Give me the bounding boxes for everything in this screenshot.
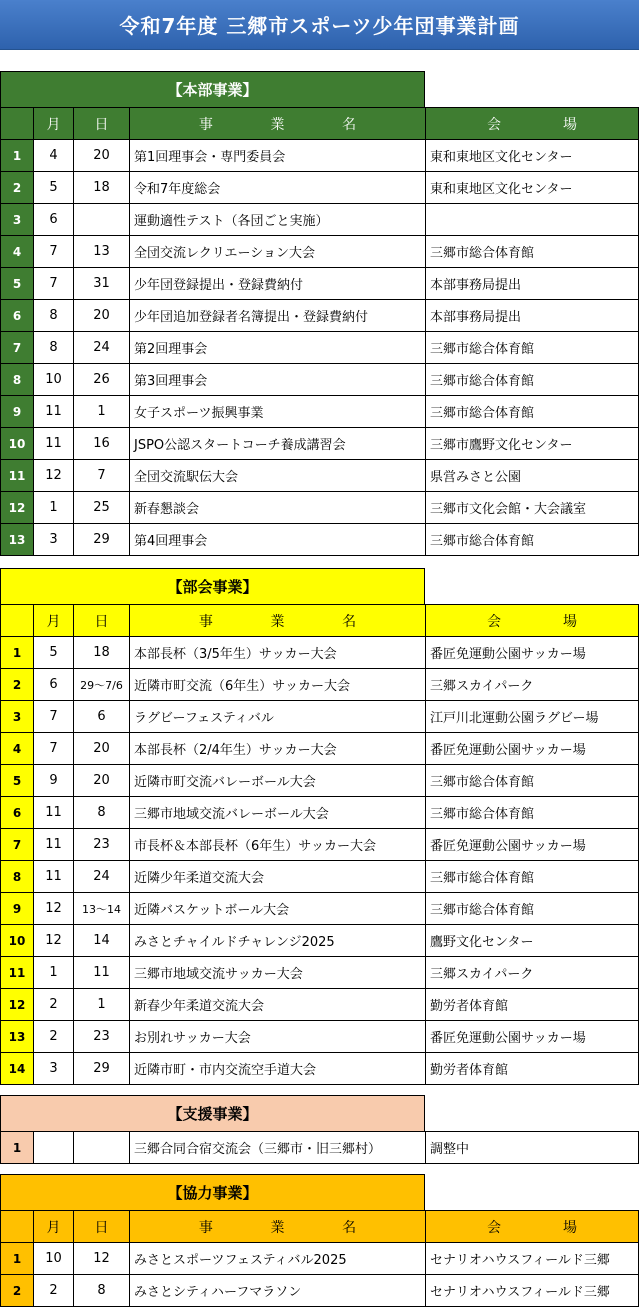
row-venue: 三郷市総合体育館 — [426, 332, 639, 364]
table-row — [1, 524, 639, 556]
header-char: 名 — [342, 1219, 357, 1236]
header-venue-label — [426, 114, 638, 134]
header-char: 業 — [270, 613, 285, 630]
table-row — [1, 797, 639, 829]
row-venue: 調整中 — [426, 1132, 639, 1164]
row-day: 20 — [74, 140, 130, 172]
header-event-name-label — [130, 114, 425, 134]
row-number: 5 — [1, 268, 34, 300]
row-event-name: みさとチャイルドチャレンジ2025 — [130, 925, 426, 957]
table-row — [1, 765, 639, 797]
row-day: 20 — [74, 765, 130, 797]
table-row — [1, 204, 639, 236]
row-venue: 勤労者体育館 — [426, 1053, 639, 1085]
row-month: 10 — [34, 364, 74, 396]
row-event-name: 三郷市地域交流サッカー大会 — [130, 957, 426, 989]
row-event-name: 本部長杯（3/5年生）サッカー大会 — [130, 637, 426, 669]
row-number: 8 — [1, 364, 34, 396]
table-row — [1, 925, 639, 957]
header-no — [1, 605, 34, 637]
row-number: 2 — [1, 172, 34, 204]
row-number: 7 — [1, 829, 34, 861]
header-event-name-label — [130, 1217, 425, 1237]
row-day: 23 — [74, 1021, 130, 1053]
table-row — [1, 332, 639, 364]
row-number: 12 — [1, 989, 34, 1021]
row-day: 29～7/6 — [74, 669, 130, 701]
row-day: 18 — [74, 172, 130, 204]
row-number: 11 — [1, 957, 34, 989]
header-venue — [426, 605, 639, 637]
table-header-row — [1, 108, 639, 140]
row-event-name: 第2回理事会 — [130, 332, 426, 364]
header-event-name-label — [130, 611, 425, 631]
row-month: 3 — [34, 1053, 74, 1085]
header-day: 日 — [74, 605, 130, 637]
header-event-name — [130, 605, 426, 637]
table-row — [1, 1053, 639, 1085]
row-venue: 県営みさと公園 — [426, 460, 639, 492]
row-event-name: 全団交流駅伝大会 — [130, 460, 426, 492]
row-event-name: 少年団追加登録者名簿提出・登録費納付 — [130, 300, 426, 332]
row-venue: 本部事務局提出 — [426, 300, 639, 332]
row-month: 4 — [34, 140, 74, 172]
table-row — [1, 893, 639, 925]
row-number: 10 — [1, 428, 34, 460]
row-number: 3 — [1, 204, 34, 236]
table-row — [1, 460, 639, 492]
header-day: 日 — [74, 108, 130, 140]
row-day: 24 — [74, 861, 130, 893]
header-venue-label — [426, 1217, 638, 1237]
row-day: 26 — [74, 364, 130, 396]
header-venue-label — [426, 611, 638, 631]
section-heading: 【部会事業】 — [0, 568, 425, 604]
row-venue: 三郷市総合体育館 — [426, 893, 639, 925]
table-header-row — [1, 605, 639, 637]
row-month: 6 — [34, 669, 74, 701]
row-event-name: 本部長杯（2/4年生）サッカー大会 — [130, 733, 426, 765]
row-day: 8 — [74, 1275, 130, 1307]
row-number: 1 — [1, 1243, 34, 1275]
table-row — [1, 1275, 639, 1307]
row-event-name: 第4回理事会 — [130, 524, 426, 556]
header-char: 業 — [270, 116, 285, 133]
row-month: 2 — [34, 989, 74, 1021]
header-char: 場 — [563, 116, 577, 133]
row-number: 10 — [1, 925, 34, 957]
shien-section — [0, 1095, 638, 1164]
row-event-name: 第1回理事会・専門委員会 — [130, 140, 426, 172]
row-month: 11 — [34, 861, 74, 893]
row-month: 10 — [34, 1243, 74, 1275]
header-char: 場 — [563, 1219, 577, 1236]
table-row — [1, 268, 639, 300]
header-char: 会 — [487, 1219, 501, 1236]
row-venue: 三郷市総合体育館 — [426, 236, 639, 268]
row-number: 8 — [1, 861, 34, 893]
row-day: 31 — [74, 268, 130, 300]
row-venue: 三郷市総合体育館 — [426, 861, 639, 893]
row-day: 24 — [74, 332, 130, 364]
row-event-name: みさとスポーツフェスティバル2025 — [130, 1243, 426, 1275]
row-day: 20 — [74, 300, 130, 332]
honbu-table — [0, 107, 639, 556]
row-number: 5 — [1, 765, 34, 797]
row-event-name: 近隣市町交流バレーボール大会 — [130, 765, 426, 797]
row-day: 7 — [74, 460, 130, 492]
table-row — [1, 396, 639, 428]
table-row — [1, 989, 639, 1021]
row-event-name: 新春少年柔道交流大会 — [130, 989, 426, 1021]
row-day: 1 — [74, 396, 130, 428]
row-venue: 東和東地区文化センター — [426, 140, 639, 172]
row-number: 9 — [1, 396, 34, 428]
row-venue: 三郷市総合体育館 — [426, 364, 639, 396]
row-event-name: 運動適性テスト（各団ごと実施） — [130, 204, 426, 236]
row-month: 2 — [34, 1275, 74, 1307]
row-event-name: お別れサッカー大会 — [130, 1021, 426, 1053]
row-day: 18 — [74, 637, 130, 669]
row-venue: 番匠免運動公園サッカー場 — [426, 733, 639, 765]
table-row — [1, 733, 639, 765]
row-event-name: JSPO公認スタートコーチ養成講習会 — [130, 428, 426, 460]
header-month: 月 — [34, 605, 74, 637]
table-row — [1, 1021, 639, 1053]
row-day: 6 — [74, 701, 130, 733]
table-row — [1, 428, 639, 460]
row-number: 1 — [1, 1132, 34, 1164]
header-char: 会 — [487, 116, 501, 133]
row-venue: 江戸川北運動公園ラグビー場 — [426, 701, 639, 733]
row-month: 8 — [34, 300, 74, 332]
row-event-name: 三郷市地域交流バレーボール大会 — [130, 797, 426, 829]
row-day: 12 — [74, 1243, 130, 1275]
row-month: 7 — [34, 701, 74, 733]
page-title: 令和7年度 三郷市スポーツ少年団事業計画 — [0, 0, 639, 50]
table-row — [1, 1243, 639, 1275]
row-venue: セナリオハウスフィールド三郷 — [426, 1243, 639, 1275]
row-day: 16 — [74, 428, 130, 460]
header-char: 名 — [342, 613, 357, 630]
section-heading: 【協力事業】 — [0, 1174, 425, 1210]
header-char: 業 — [270, 1219, 285, 1236]
header-no — [1, 108, 34, 140]
row-month: 7 — [34, 268, 74, 300]
row-number: 6 — [1, 797, 34, 829]
table-row — [1, 637, 639, 669]
row-venue: 三郷市総合体育館 — [426, 765, 639, 797]
row-number: 2 — [1, 669, 34, 701]
row-month: 8 — [34, 332, 74, 364]
header-month: 月 — [34, 1211, 74, 1243]
kyoryoku-section — [0, 1174, 638, 1307]
row-month: 1 — [34, 957, 74, 989]
row-event-name: 新春懇談会 — [130, 492, 426, 524]
header-no — [1, 1211, 34, 1243]
row-number: 4 — [1, 733, 34, 765]
table-row — [1, 236, 639, 268]
header-char: 事 — [198, 116, 213, 133]
row-venue: 番匠免運動公園サッカー場 — [426, 1021, 639, 1053]
row-venue: 番匠免運動公園サッカー場 — [426, 829, 639, 861]
row-event-name: 三郷合同合宿交流会（三郷市・旧三郷村） — [130, 1132, 426, 1164]
row-number: 1 — [1, 637, 34, 669]
row-day: 13 — [74, 236, 130, 268]
row-venue: 本部事務局提出 — [426, 268, 639, 300]
row-number: 13 — [1, 524, 34, 556]
row-day: 13～14 — [74, 893, 130, 925]
row-month: 2 — [34, 1021, 74, 1053]
row-day — [74, 204, 130, 236]
row-month: 3 — [34, 524, 74, 556]
row-day — [74, 1132, 130, 1164]
row-month: 12 — [34, 460, 74, 492]
row-venue: 鷹野文化センター — [426, 925, 639, 957]
section-heading: 【本部事業】 — [0, 71, 425, 107]
header-char: 会 — [487, 613, 501, 630]
row-number: 11 — [1, 460, 34, 492]
header-char: 場 — [563, 613, 577, 630]
row-venue: 三郷市総合体育館 — [426, 797, 639, 829]
row-day: 14 — [74, 925, 130, 957]
row-event-name: 近隣市町・市内交流空手道大会 — [130, 1053, 426, 1085]
row-number: 13 — [1, 1021, 34, 1053]
kyoryoku-table — [0, 1210, 639, 1307]
table-row — [1, 140, 639, 172]
honbu-section — [0, 71, 638, 556]
header-month: 月 — [34, 108, 74, 140]
row-venue: 東和東地区文化センター — [426, 172, 639, 204]
header-venue — [426, 1211, 639, 1243]
row-event-name: 近隣バスケットボール大会 — [130, 893, 426, 925]
bukai-table — [0, 604, 639, 1085]
row-event-name: 少年団登録提出・登録費納付 — [130, 268, 426, 300]
table-row — [1, 172, 639, 204]
bukai-section — [0, 568, 638, 1085]
row-number: 12 — [1, 492, 34, 524]
row-venue: セナリオハウスフィールド三郷 — [426, 1275, 639, 1307]
row-event-name: 女子スポーツ振興事業 — [130, 396, 426, 428]
row-venue: 三郷市総合体育館 — [426, 524, 639, 556]
row-number: 4 — [1, 236, 34, 268]
row-month: 5 — [34, 637, 74, 669]
row-event-name: 近隣市町交流（6年生）サッカー大会 — [130, 669, 426, 701]
table-row — [1, 669, 639, 701]
row-month: 5 — [34, 172, 74, 204]
row-day: 20 — [74, 733, 130, 765]
row-month: 6 — [34, 204, 74, 236]
row-day: 23 — [74, 829, 130, 861]
row-month: 7 — [34, 236, 74, 268]
row-number: 7 — [1, 332, 34, 364]
row-event-name: みさとシティハーフマラソン — [130, 1275, 426, 1307]
table-row — [1, 861, 639, 893]
row-event-name: 近隣少年柔道交流大会 — [130, 861, 426, 893]
shien-table — [0, 1131, 639, 1164]
table-row — [1, 701, 639, 733]
header-char: 名 — [342, 116, 357, 133]
table-row — [1, 364, 639, 396]
row-venue: 勤労者体育館 — [426, 989, 639, 1021]
table-row — [1, 492, 639, 524]
row-number: 14 — [1, 1053, 34, 1085]
row-venue: 三郷市文化会館・大会議室 — [426, 492, 639, 524]
header-event-name — [130, 108, 426, 140]
row-month: 11 — [34, 396, 74, 428]
row-venue: 番匠免運動公園サッカー場 — [426, 637, 639, 669]
row-month: 12 — [34, 893, 74, 925]
row-venue: 三郷スカイパーク — [426, 957, 639, 989]
row-day: 8 — [74, 797, 130, 829]
row-venue: 三郷市鷹野文化センター — [426, 428, 639, 460]
header-char: 事 — [198, 1219, 213, 1236]
header-day: 日 — [74, 1211, 130, 1243]
header-event-name — [130, 1211, 426, 1243]
table-header-row — [1, 1211, 639, 1243]
row-event-name: 令和7年度総会 — [130, 172, 426, 204]
row-month: 12 — [34, 925, 74, 957]
row-month: 7 — [34, 733, 74, 765]
row-event-name: 市長杯＆本部長杯（6年生）サッカー大会 — [130, 829, 426, 861]
table-row — [1, 1132, 639, 1164]
row-month: 11 — [34, 797, 74, 829]
header-venue — [426, 108, 639, 140]
table-row — [1, 300, 639, 332]
row-day: 29 — [74, 524, 130, 556]
row-day: 25 — [74, 492, 130, 524]
row-event-name: 全団交流レクリエーション大会 — [130, 236, 426, 268]
row-day: 1 — [74, 989, 130, 1021]
row-number: 1 — [1, 140, 34, 172]
row-venue: 三郷スカイパーク — [426, 669, 639, 701]
row-month: 11 — [34, 428, 74, 460]
row-venue — [426, 204, 639, 236]
row-number: 9 — [1, 893, 34, 925]
row-venue: 三郷市総合体育館 — [426, 396, 639, 428]
row-event-name: 第3回理事会 — [130, 364, 426, 396]
section-heading: 【支援事業】 — [0, 1095, 425, 1131]
header-char: 事 — [198, 613, 213, 630]
row-month: 11 — [34, 829, 74, 861]
row-number: 2 — [1, 1275, 34, 1307]
row-number: 6 — [1, 300, 34, 332]
table-row — [1, 957, 639, 989]
row-event-name: ラグビーフェスティバル — [130, 701, 426, 733]
row-month: 9 — [34, 765, 74, 797]
row-month — [34, 1132, 74, 1164]
row-month: 1 — [34, 492, 74, 524]
row-day: 29 — [74, 1053, 130, 1085]
row-day: 11 — [74, 957, 130, 989]
row-number: 3 — [1, 701, 34, 733]
table-row — [1, 829, 639, 861]
